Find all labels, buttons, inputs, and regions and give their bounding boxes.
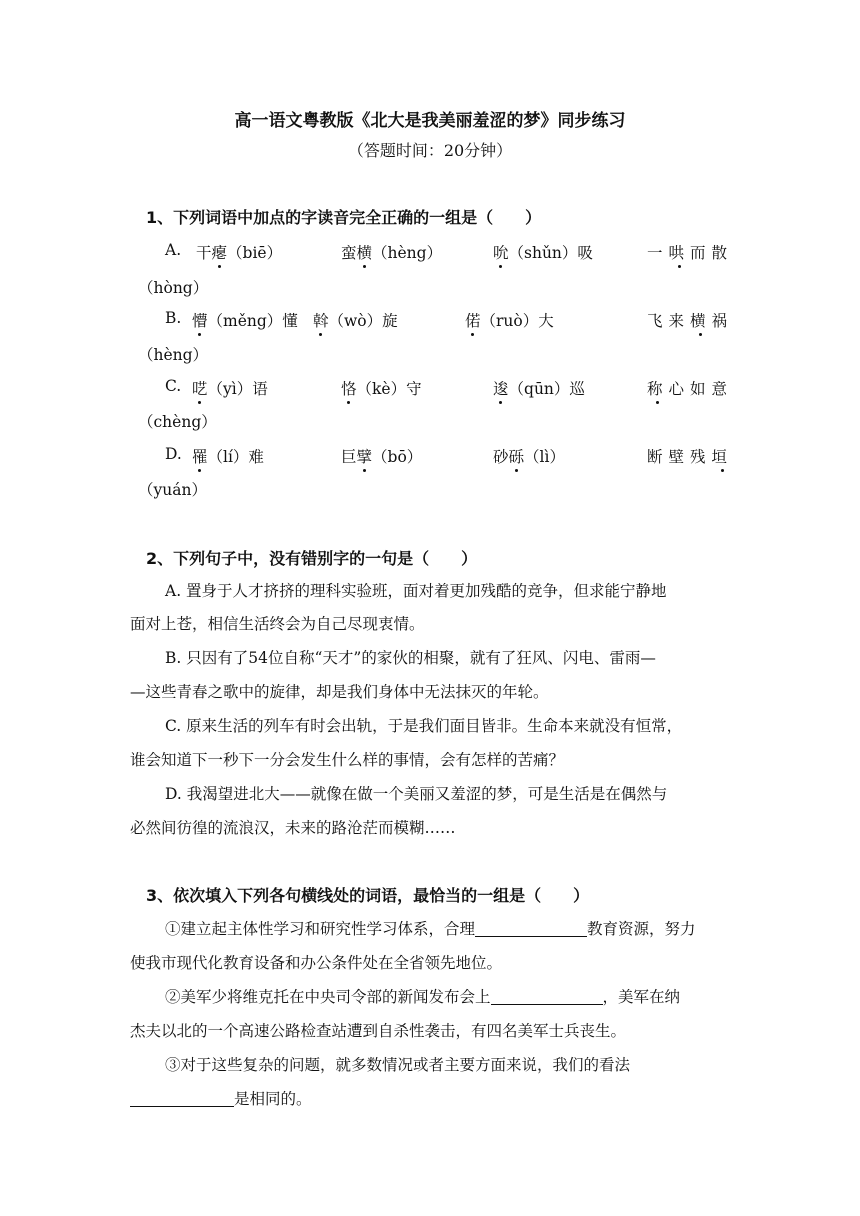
q1-a-word-4: 一哄而散 [647, 241, 733, 263]
answer-blank-1 [475, 920, 587, 937]
emphasis-dot-char: 懵 [192, 309, 208, 331]
q1-d-word-2: 巨擘（bō） [341, 445, 422, 467]
emphasis-dot-char: 罹 [192, 445, 208, 467]
q1-a-word-3: 吮（shǔn）吸 [493, 241, 593, 263]
q2-option-d-line-2: 必然间彷徨的流浪汉，未来的路沧茫而模糊…… [130, 819, 456, 837]
q1-option-d-label: D. [165, 445, 182, 463]
emphasis-dot-char: 称 [647, 377, 669, 399]
q1-c-pinyin-wrap: （chèng） [138, 413, 217, 431]
emphasis-dot-char: 斡 [313, 309, 329, 331]
q3-sentence-2-line-2: 杰夫以北的一个高速公路检查站遭到自杀性袭击，有四名美军士兵丧生。 [130, 1022, 627, 1040]
q3-sentence-1-line-1: ①建立起主体性学习和研究性学习体系，合理 教育资源，努力 [165, 920, 696, 938]
q1-b-word-3: 偌（ruò）大 [465, 309, 554, 331]
q3-sentence-3-line-2: 是相同的。 [130, 1087, 312, 1109]
q1-c-word-4: 称心如意 [647, 377, 733, 399]
emphasis-dot-char: 瘪 [212, 241, 228, 263]
q2-option-d-line-1: D. 我渴望进北大——就像在做一个美丽又羞涩的梦，可是生活是在偶然与 [165, 785, 668, 803]
q1-option-c-label: C. [165, 377, 182, 395]
q1-c-word-1: 呓（yì）语 [192, 377, 268, 399]
q2-option-b-line-1: B. 只因有了54位自称“天才”的家伙的相聚，就有了狂风、闪电、雷雨— [165, 649, 656, 667]
q1-a-pinyin-wrap: （hòng） [138, 279, 209, 297]
answer-blank-3 [130, 1090, 234, 1107]
q2-option-a-line-1: A. 置身于人才挤挤的理科实验班，面对着更加残酷的竞争，但求能宁静地 [165, 582, 667, 600]
emphasis-dot-char: 逡 [493, 377, 509, 399]
emphasis-dot-char: 呓 [192, 377, 208, 399]
answer-blank-2 [491, 988, 603, 1005]
q1-b-word-4: 飞来横祸 [647, 309, 733, 331]
emphasis-dot-char: 吮 [493, 241, 509, 263]
document-subtitle: （答题时间：20分钟） [347, 141, 513, 160]
q1-c-word-3: 逡（qūn）巡 [493, 377, 585, 399]
q1-d-word-3: 砂砾（lì） [493, 445, 565, 467]
q1-b-pinyin-wrap: （hèng） [138, 346, 209, 364]
q2-option-c-line-2: 谁会知道下一秒下一分会发生什么样的事情，会有怎样的苦痛？ [130, 751, 565, 769]
emphasis-dot-char: 横 [357, 241, 373, 263]
question-3-title: 3、依次填入下列各句横线处的词语，最恰当的一组是（ ） [146, 886, 590, 905]
q1-option-a-label: A. [165, 241, 182, 259]
q1-d-word-4: 断壁残垣 [647, 445, 733, 467]
q1-option-b-label: B. [165, 309, 182, 327]
emphasis-dot-char: 恪 [341, 377, 357, 399]
question-1-title: 1、下列词语中加点的字读音完全正确的一组是（ ） [146, 208, 542, 227]
q1-a-word-2: 蛮横（hèng） [341, 241, 442, 263]
q2-option-a-line-2: 面对上苍，相信生活终会为自己尽现衷情。 [130, 615, 425, 633]
q3-sentence-3-line-1: ③对于这些复杂的问题，就多数情况或者主要方面来说，我们的看法 [165, 1056, 631, 1074]
q1-b-word-1: 懵（měng）懂 [192, 309, 298, 331]
emphasis-dot-char: 横 [690, 309, 712, 331]
q2-option-b-line-2: —这些青春之歌中的旋律，却是我们身体中无法抹灭的年轮。 [130, 683, 549, 701]
q3-sentence-2-line-1: ②美军少将维克托在中央司令部的新闻发布会上 ，美军在纳 [165, 988, 681, 1006]
q3-sentence-1-line-2: 使我市现代化教育设备和办公条件处在全省领先地位。 [130, 954, 503, 972]
q1-a-word-1: 干瘪（biē） [196, 241, 282, 263]
q1-c-word-2: 恪（kè）守 [341, 377, 422, 399]
emphasis-dot-char: 擘 [357, 445, 373, 467]
emphasis-dot-char: 砾 [509, 445, 525, 467]
q1-b-word-2: 斡（wò）旋 [313, 309, 398, 331]
emphasis-dot-char: 哄 [669, 241, 691, 263]
document-title: 高一语文粤教版《北大是我美丽羞涩的梦》同步练习 [234, 111, 626, 131]
emphasis-dot-char: 偌 [465, 309, 481, 331]
q2-option-c-line-1: C. 原来生活的列车有时会出轨，于是我们面目皆非。生命本来就没有恒常， [165, 717, 683, 735]
emphasis-dot-char: 垣 [712, 445, 734, 467]
q1-d-word-1: 罹（lí）难 [192, 445, 264, 467]
q1-d-pinyin-wrap: （yuán） [138, 481, 207, 499]
question-2-title: 2、下列句子中，没有错别字的一句是（ ） [146, 549, 478, 568]
